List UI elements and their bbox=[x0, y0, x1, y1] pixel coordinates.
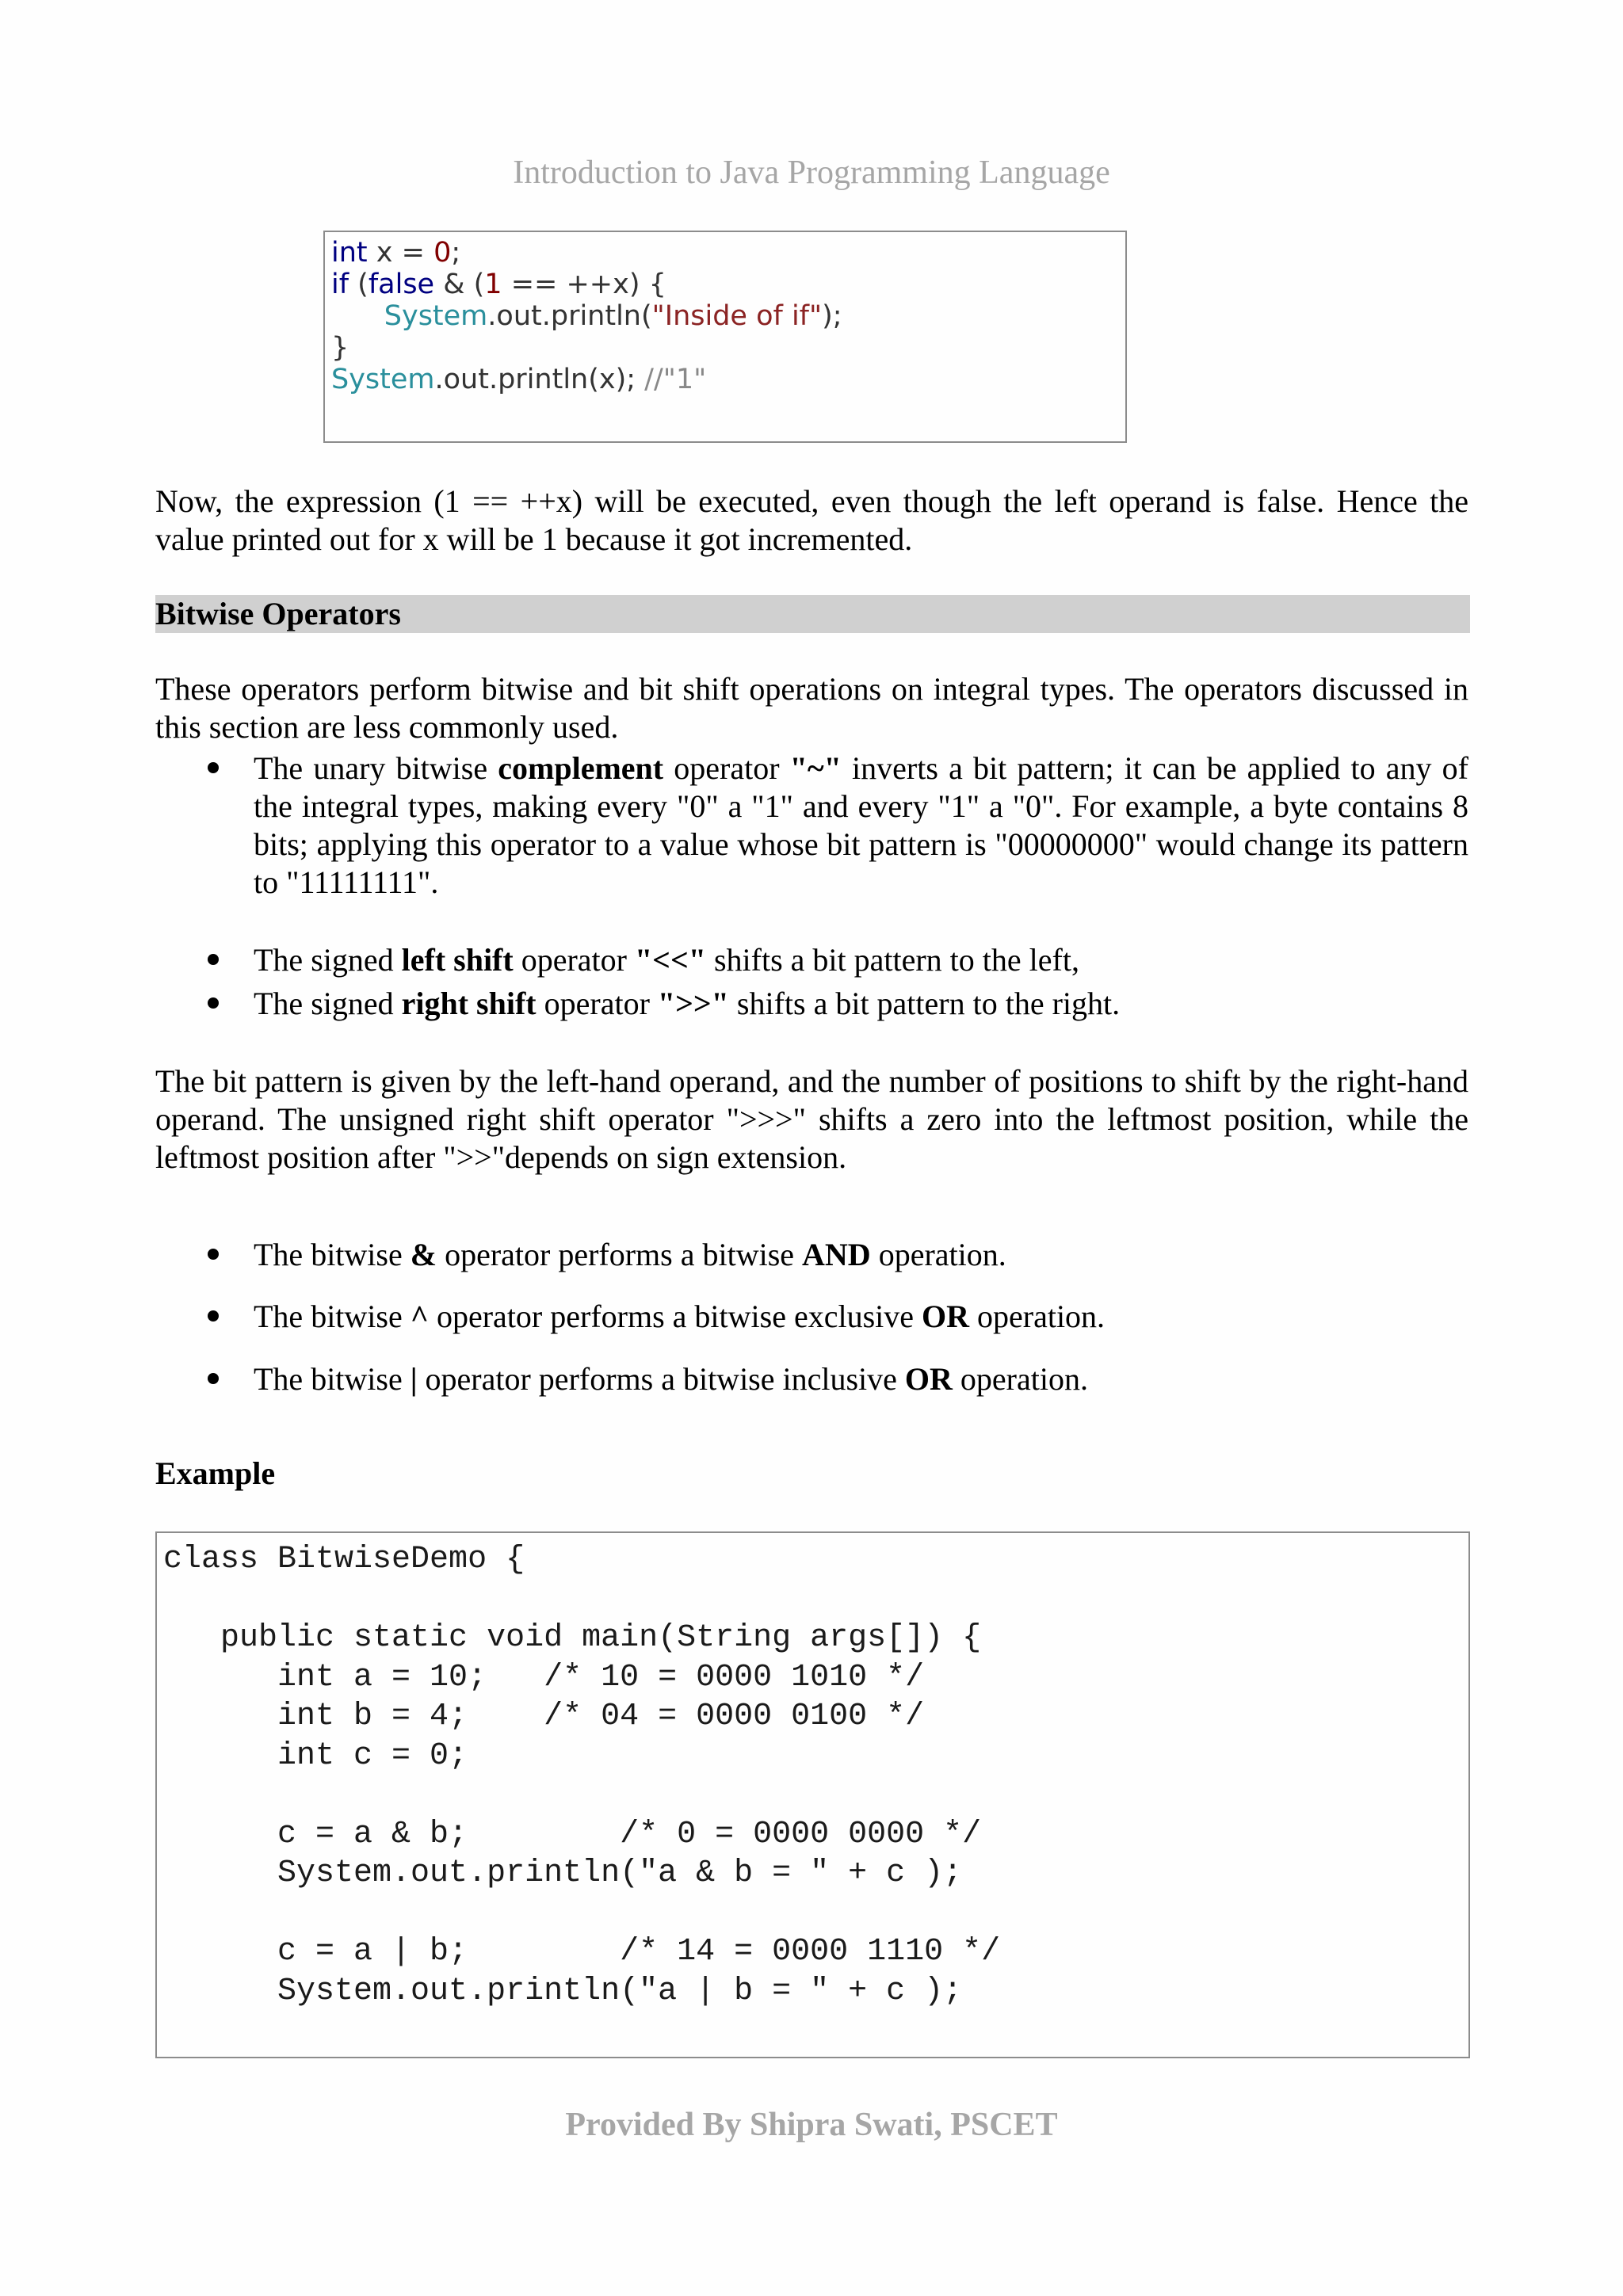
bullet-text: operator performs a bitwise bbox=[437, 1237, 803, 1272]
code-line: System.out.println("a & b = " + c ); bbox=[163, 1855, 963, 1891]
bullet-bold: left shift bbox=[401, 942, 514, 978]
list-item bbox=[254, 985, 1468, 1023]
paragraph-shift: The bit pattern is given by the left-hand operand, and the number of positions to shift by the right-hand operand. The unsigned right shift operator ">>>" shifts a zero into the leftmost position, while the leftmost position after ">>"depends on sign extension. bbox=[155, 1063, 1468, 1175]
code-line: int b = 4; /* 04 = 0000 0100 */ bbox=[163, 1699, 925, 1734]
bullet-text: operator performs a bitwise inclusive bbox=[417, 1361, 905, 1397]
bullet-op: "~" bbox=[789, 750, 842, 786]
code-line: public static void main(String args[]) { bbox=[163, 1620, 982, 1656]
bullet-text: operation. bbox=[969, 1299, 1106, 1334]
example-heading: Example bbox=[155, 1455, 276, 1491]
code-token: == ++x) { bbox=[502, 269, 666, 300]
bullet-bold: OR bbox=[922, 1299, 969, 1334]
bullet-text: The signed bbox=[254, 942, 402, 978]
page-header: Introduction to Java Programming Language bbox=[513, 154, 1110, 191]
bullet-bold: AND bbox=[802, 1237, 871, 1272]
code-token: false bbox=[368, 269, 435, 300]
bullet-dot bbox=[208, 1249, 219, 1260]
list-item bbox=[254, 749, 1468, 902]
paragraph-expression: Now, the expression (1 == ++x) will be executed, even though the left operand is false. Hence the value printed out for x will be 1 because it got incremented. bbox=[155, 483, 1468, 557]
bullet-text: shifts a bit pattern to the left, bbox=[705, 942, 1079, 978]
bullet-text: The signed bbox=[254, 986, 402, 1021]
bullet-text: The bitwise bbox=[254, 1237, 411, 1272]
bullet-op: ^ bbox=[410, 1299, 429, 1334]
bullet-text: operator performs a bitwise exclusive bbox=[428, 1299, 922, 1334]
bullet-op: ">>" bbox=[657, 986, 729, 1021]
code-token: if bbox=[331, 269, 349, 300]
bullet-op: | bbox=[410, 1361, 418, 1397]
code-token: .out.println(x); bbox=[434, 364, 645, 395]
section-heading: Bitwise Operators bbox=[155, 595, 1470, 633]
bullet-dot bbox=[208, 762, 219, 773]
code-token: 0 bbox=[433, 237, 452, 269]
bullet-dot bbox=[208, 997, 219, 1009]
code-line: c = a & b; /* 0 = 0000 0000 */ bbox=[163, 1816, 982, 1852]
code-token: } bbox=[331, 332, 349, 364]
page-footer: Provided By Shipra Swati, PSCET bbox=[565, 2107, 1058, 2143]
bullet-text: operator bbox=[513, 942, 635, 978]
bullet-bold: right shift bbox=[401, 986, 537, 1021]
bullet-dot bbox=[208, 954, 219, 965]
bullet-text: The unary bitwise bbox=[254, 750, 498, 786]
bullet-text: operation. bbox=[952, 1361, 1088, 1397]
bullet-text: inverts a bit pattern; it can be applied to any of the integral types, making every "0" a "1" and every "1" a "0". For example, a byte contains 8 bits; applying this operator to a value whose bit pattern is "00000000" would change its pattern to "11111111". bbox=[254, 750, 1468, 900]
bullet-text: The bitwise bbox=[254, 1361, 411, 1397]
code-example bbox=[163, 1540, 1000, 2011]
code-token: int bbox=[331, 237, 368, 269]
bullet-dot bbox=[208, 1373, 219, 1384]
code-line: int c = 0; bbox=[163, 1737, 468, 1774]
code-token: System bbox=[384, 300, 488, 332]
code-token: ( bbox=[349, 269, 369, 300]
bullet-text: The bitwise bbox=[254, 1299, 411, 1334]
list-item bbox=[254, 1360, 1468, 1398]
code-token: ; bbox=[451, 237, 461, 269]
code-token: & ( bbox=[434, 269, 485, 300]
bullet-text: operator bbox=[536, 986, 658, 1021]
code-line: int a = 10; /* 10 = 0000 1010 */ bbox=[163, 1659, 925, 1695]
bullet-op: "<<" bbox=[634, 942, 706, 978]
list-item bbox=[254, 941, 1468, 979]
code-line: class BitwiseDemo { bbox=[163, 1542, 525, 1577]
code-token bbox=[331, 300, 384, 332]
code-line bbox=[163, 1775, 1000, 1815]
code-line: c = a | b; /* 14 = 0000 1110 */ bbox=[163, 1934, 1001, 1970]
bullet-dot bbox=[208, 1310, 219, 1322]
code-token: //"1" bbox=[644, 364, 707, 395]
code-token: System bbox=[331, 364, 435, 395]
paragraph-intro: These operators perform bitwise and bit shift operations on integral types. The operators discussed in this section are less commonly used. bbox=[155, 671, 1468, 745]
bullet-text: shifts a bit pattern to the right. bbox=[728, 986, 1121, 1021]
bullet-text: operator bbox=[663, 750, 790, 786]
code-token: ); bbox=[822, 300, 842, 332]
code-token: .out.println( bbox=[487, 300, 652, 332]
list-item bbox=[254, 1298, 1468, 1336]
list-item bbox=[254, 1236, 1468, 1274]
code-snippet bbox=[331, 237, 842, 395]
bullet-op: & bbox=[410, 1237, 437, 1272]
code-token: x = bbox=[367, 237, 434, 269]
bullet-text: operation. bbox=[870, 1237, 1006, 1272]
bullet-bold: complement bbox=[498, 750, 664, 786]
code-line bbox=[163, 1894, 1000, 1933]
code-line: System.out.println("a | b = " + c ); bbox=[163, 1973, 963, 2009]
code-token: 1 bbox=[484, 269, 502, 300]
bullet-bold: OR bbox=[904, 1361, 953, 1397]
code-line bbox=[163, 1580, 1000, 1619]
code-token: "Inside of if" bbox=[651, 300, 823, 332]
